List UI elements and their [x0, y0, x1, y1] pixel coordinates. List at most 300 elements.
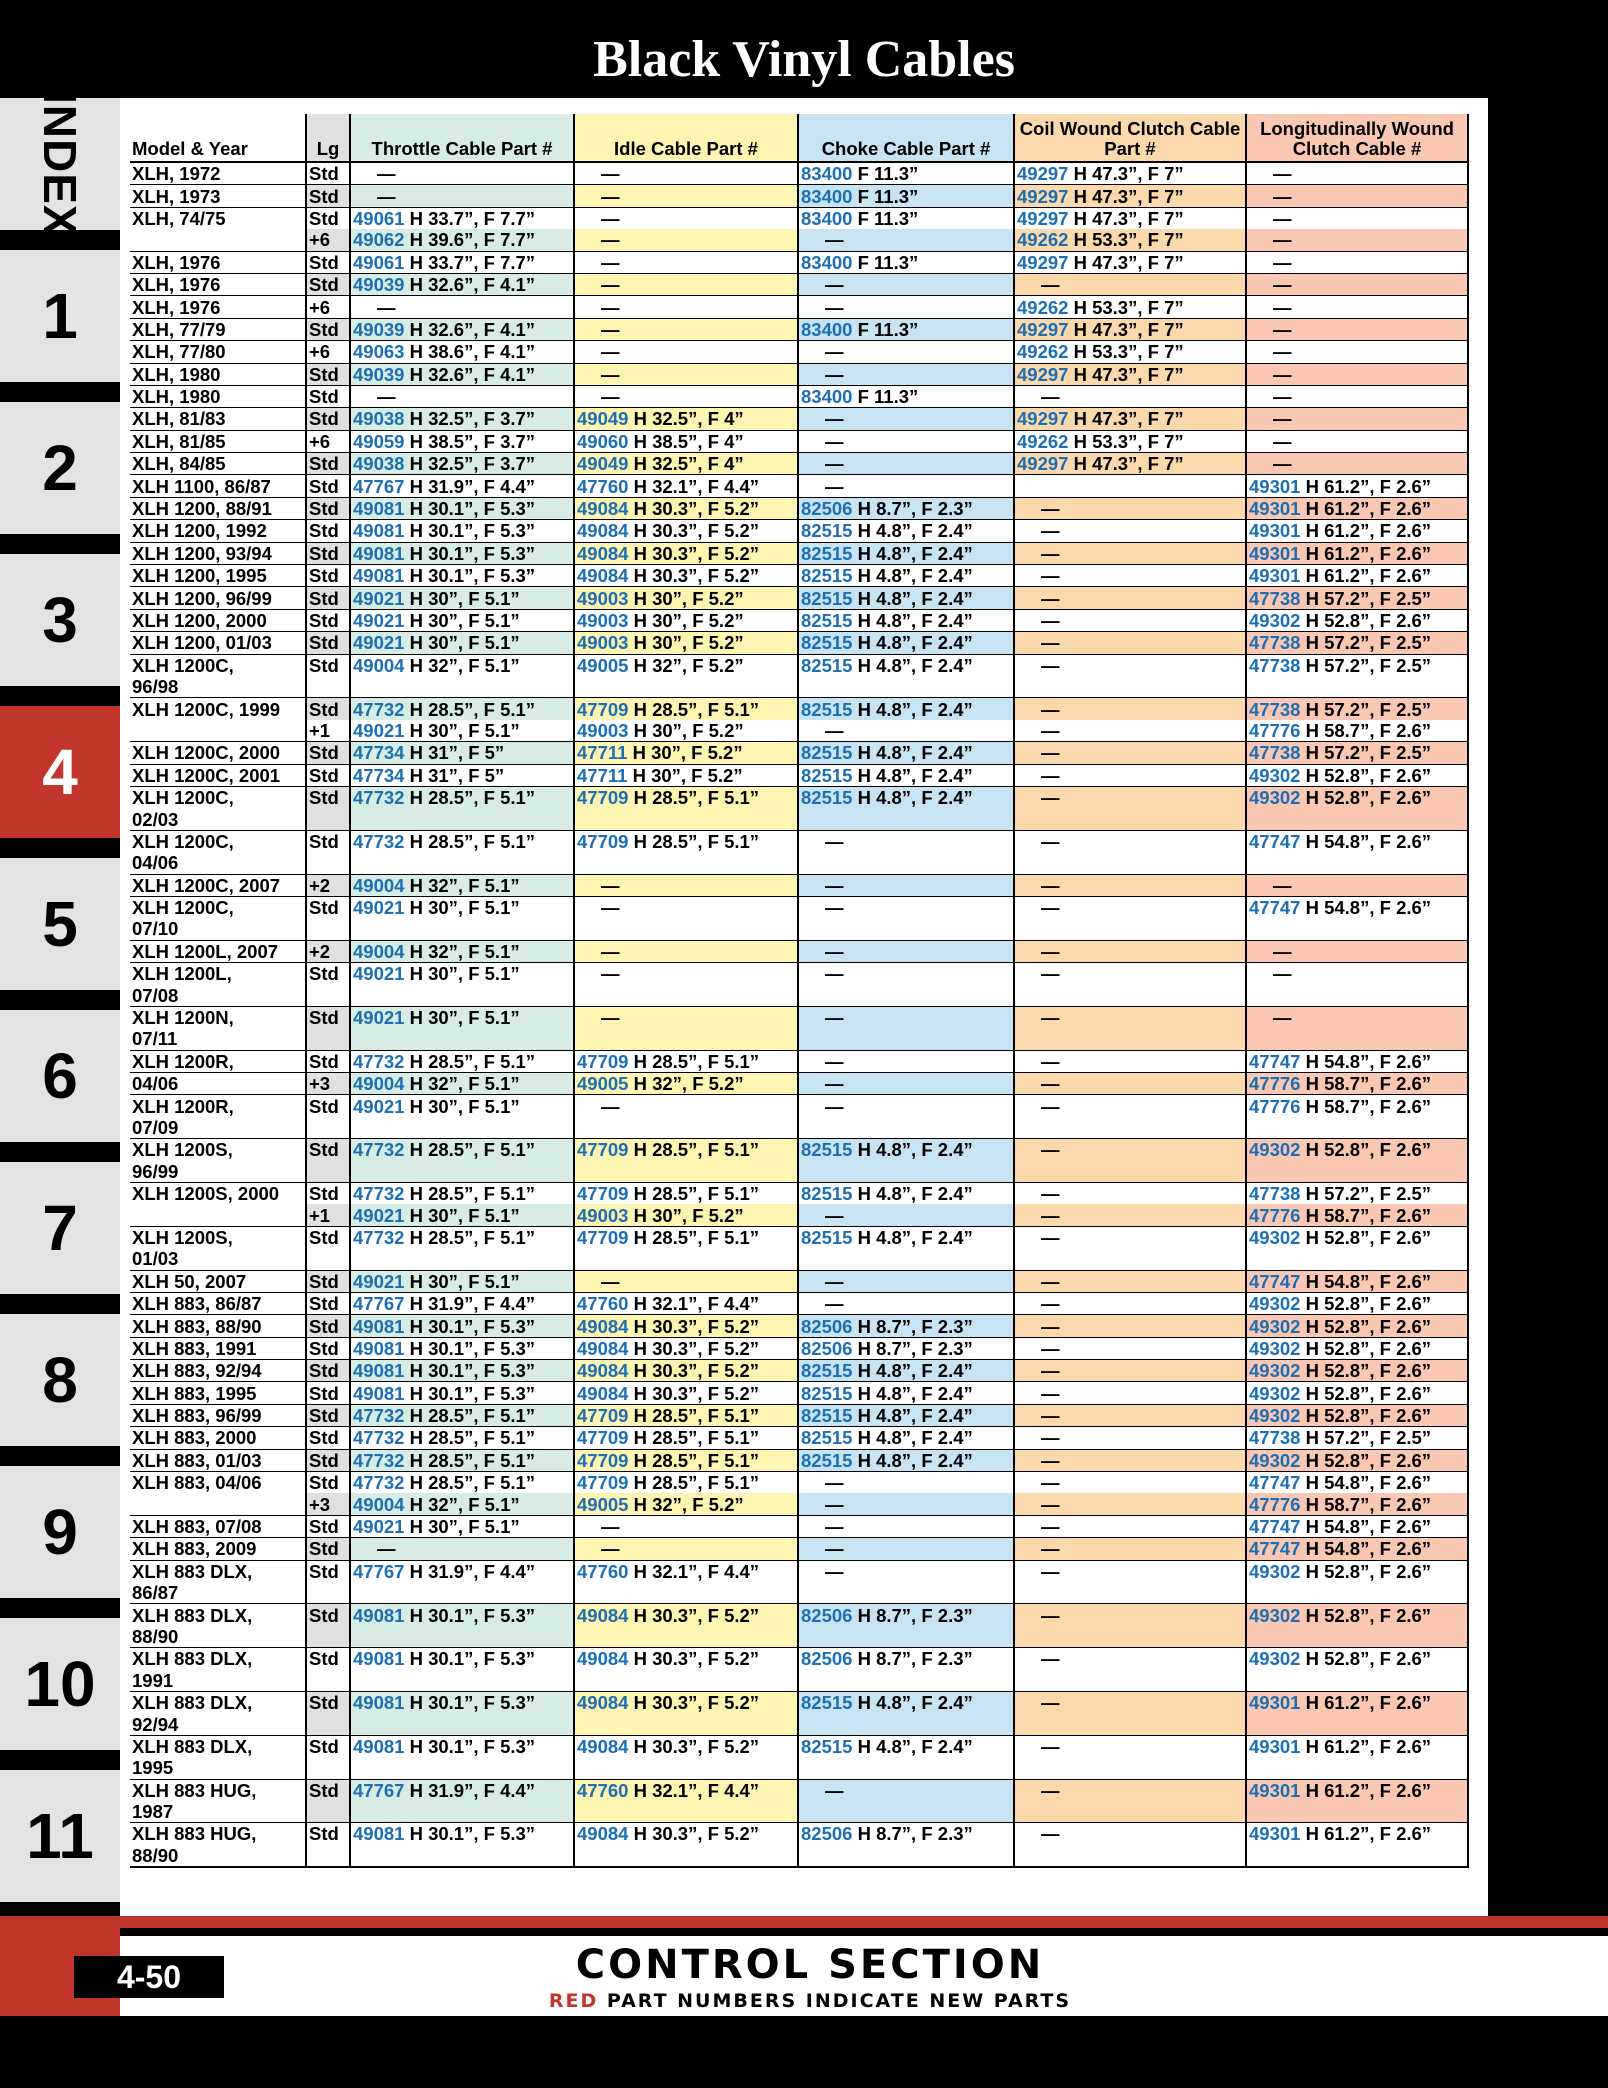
cable-dimensions: H 31”, F 5” — [409, 742, 505, 764]
throttle-cell — [350, 676, 574, 698]
choke-cell — [798, 852, 1014, 874]
choke-cell — [798, 764, 1014, 786]
idle-cell — [574, 786, 798, 808]
idle-cell — [574, 1028, 798, 1050]
cable-dimensions: H 32”, F 5.1” — [409, 1073, 520, 1095]
length-cell: +6 — [306, 229, 350, 251]
not-applicable-dash: — — [1041, 1405, 1060, 1427]
empty-value — [1017, 1161, 1041, 1182]
empty-value — [577, 852, 601, 873]
part-number: 49301 — [1249, 1692, 1301, 1714]
idle-cell — [574, 1204, 798, 1226]
empty-value — [577, 1714, 601, 1735]
empty-value — [1249, 1028, 1273, 1049]
model-year-cell: XLH, 84/85 — [130, 453, 306, 475]
idle-cell — [574, 698, 798, 720]
part-number: 49297 — [1017, 163, 1069, 185]
cable-dimensions: H 30”, F 5.1” — [409, 632, 520, 654]
idle-cell — [574, 1337, 798, 1359]
cable-dimensions: H 30”, F 5.2” — [633, 719, 744, 741]
throttle-cell — [350, 1626, 574, 1648]
choke-cell — [798, 1560, 1014, 1582]
length-cell — [306, 1582, 350, 1604]
part-number: 49062 — [353, 229, 405, 251]
choke-cell — [798, 1713, 1014, 1735]
empty-value — [353, 809, 377, 830]
table-row — [130, 1691, 1468, 1713]
length-cell: Std — [306, 698, 350, 720]
throttle-cell — [350, 852, 574, 874]
table-row — [130, 341, 1468, 363]
coil-clutch-cell — [1014, 720, 1246, 742]
cable-dimensions: H 47.3”, F 7” — [1073, 453, 1184, 475]
length-cell: Std — [306, 318, 350, 340]
part-number: 49302 — [1249, 764, 1301, 786]
empty-value — [1017, 985, 1041, 1006]
table-row — [130, 918, 1468, 940]
long-clutch-cell — [1246, 632, 1468, 654]
section-tab-6[interactable] — [0, 1010, 120, 1142]
throttle-cell — [350, 698, 574, 720]
long-clutch-cell — [1246, 542, 1468, 564]
model-year-cell: XLH 883, 1991 — [130, 1337, 306, 1359]
idle-cell — [574, 1226, 798, 1248]
table-row — [130, 1582, 1468, 1604]
cable-dimensions: H 61.2”, F 2.6” — [1305, 1692, 1432, 1714]
cable-dimensions: H 30.1”, F 5.3” — [409, 542, 536, 564]
part-number: 49262 — [1017, 229, 1069, 251]
coil-clutch-cell — [1014, 318, 1246, 340]
length-cell — [306, 852, 350, 874]
not-applicable-dash: — — [601, 1538, 620, 1560]
coil-clutch-cell — [1014, 1117, 1246, 1139]
cable-dimensions: H 30”, F 5.1” — [409, 897, 520, 919]
empty-value — [577, 985, 601, 1006]
choke-cell — [798, 1360, 1014, 1382]
empty-value — [1017, 1845, 1041, 1866]
not-applicable-dash: — — [1041, 1648, 1060, 1670]
long-clutch-cell — [1246, 207, 1468, 229]
cable-dimensions: H 4.8”, F 2.4” — [857, 1226, 973, 1248]
cable-dimensions: H 30”, F 5.1” — [409, 719, 520, 741]
coil-clutch-cell — [1014, 1226, 1246, 1248]
part-number: 49081 — [353, 565, 405, 587]
cable-dimensions: H 30.3”, F 5.2” — [633, 1735, 760, 1757]
part-number: 47747 — [1249, 830, 1301, 852]
cable-dimensions: H 30.3”, F 5.2” — [633, 498, 760, 520]
table-row — [130, 296, 1468, 318]
cable-dimensions: H 53.3”, F 7” — [1073, 341, 1184, 363]
not-applicable-dash: — — [825, 1516, 844, 1538]
section-title: CONTROL SECTION — [575, 1942, 1045, 1988]
choke-cell — [798, 497, 1014, 519]
cable-dimensions: H 30”, F 5.1” — [409, 1095, 520, 1117]
part-number: 47734 — [353, 764, 405, 786]
header-throttle-cable: Throttle Cable Part # — [350, 114, 574, 162]
cable-dimensions: H 61.2”, F 2.6” — [1305, 1735, 1432, 1757]
coil-clutch-cell — [1014, 1073, 1246, 1095]
not-applicable-dash: — — [1041, 1472, 1060, 1494]
idle-cell — [574, 1315, 798, 1337]
section-tab-label: 9 — [42, 1496, 78, 1568]
section-tab-index[interactable] — [0, 91, 120, 237]
empty-value — [1249, 1670, 1273, 1691]
table-row — [130, 1117, 1468, 1139]
idle-cell — [574, 1648, 798, 1670]
not-applicable-dash: — — [825, 453, 844, 475]
empty-value — [1249, 1801, 1273, 1822]
not-applicable-dash: — — [1273, 430, 1292, 452]
long-clutch-cell — [1246, 786, 1468, 808]
part-number: 82515 — [801, 1735, 853, 1757]
section-tab-label: 2 — [42, 432, 78, 504]
part-number: 82506 — [801, 1337, 853, 1359]
model-year-cell: 96/98 — [132, 676, 179, 698]
coil-clutch-cell — [1014, 1670, 1246, 1692]
empty-value — [1017, 809, 1041, 830]
part-number: 49059 — [353, 430, 405, 452]
empty-value — [577, 1117, 601, 1138]
not-applicable-dash: — — [1273, 185, 1292, 207]
choke-cell — [798, 430, 1014, 452]
part-number: 82515 — [801, 632, 853, 654]
throttle-cell — [350, 1515, 574, 1537]
coil-clutch-cell — [1014, 1382, 1246, 1404]
empty-value — [801, 985, 825, 1006]
idle-cell — [574, 1139, 798, 1161]
empty-value — [1017, 1582, 1041, 1603]
length-cell: Std — [306, 654, 350, 676]
part-number: 82515 — [801, 1427, 853, 1449]
coil-clutch-cell — [1014, 940, 1246, 962]
part-number: 49004 — [353, 1073, 405, 1095]
header-coil-wound-clutch: Coil Wound Clutch Cable Part # — [1014, 114, 1246, 162]
long-clutch-cell — [1246, 1427, 1468, 1449]
model-year-cell: 88/90 — [130, 1845, 306, 1867]
part-number: 49084 — [577, 542, 629, 564]
long-clutch-cell — [1246, 984, 1468, 1006]
part-number: 49003 — [577, 632, 629, 654]
idle-cell — [574, 1449, 798, 1471]
idle-cell — [574, 874, 798, 896]
part-number: 82515 — [801, 742, 853, 764]
part-number: 83400 — [801, 386, 853, 408]
part-number: 49081 — [353, 1604, 405, 1626]
cable-dimensions: H 4.8”, F 2.4” — [857, 542, 973, 564]
section-tab-label: INDEX — [34, 91, 86, 237]
part-number: 49004 — [353, 874, 405, 896]
long-clutch-cell — [1246, 430, 1468, 452]
cable-dimensions: H 52.8”, F 2.6” — [1305, 1360, 1432, 1382]
part-number: 82515 — [801, 698, 853, 720]
part-number: 47732 — [353, 1427, 405, 1449]
long-clutch-cell — [1246, 1823, 1468, 1845]
not-applicable-dash: — — [825, 1270, 844, 1292]
section-tab-4[interactable] — [0, 706, 120, 838]
cable-dimensions: H 52.8”, F 2.6” — [1305, 1405, 1432, 1427]
empty-value — [353, 1670, 377, 1691]
choke-cell — [798, 918, 1014, 940]
part-number: 49005 — [577, 1073, 629, 1095]
part-number: 49049 — [577, 408, 629, 430]
idle-cell — [574, 1360, 798, 1382]
model-year-cell — [130, 1493, 306, 1515]
part-number: 82515 — [801, 787, 853, 809]
empty-value — [1017, 918, 1041, 939]
part-number: 82515 — [801, 1139, 853, 1161]
model-year-cell: XLH 883, 2009 — [130, 1538, 306, 1560]
coil-clutch-cell — [1014, 1427, 1246, 1449]
empty-value — [577, 1626, 601, 1647]
idle-cell — [574, 162, 798, 185]
choke-cell — [798, 1028, 1014, 1050]
section-tab-7[interactable] — [0, 1162, 120, 1294]
not-applicable-dash: — — [825, 363, 844, 385]
empty-value — [1017, 1028, 1041, 1049]
length-cell: Std — [306, 1779, 350, 1801]
idle-cell — [574, 918, 798, 940]
not-applicable-dash: — — [825, 1095, 844, 1117]
cable-dimensions: H 32.5”, F 4” — [633, 453, 744, 475]
choke-cell — [798, 940, 1014, 962]
throttle-cell — [350, 1449, 574, 1471]
part-number: 82515 — [801, 1405, 853, 1427]
part-number: 82506 — [801, 1315, 853, 1337]
length-cell: +3 — [306, 1493, 350, 1515]
part-number: 47709 — [577, 1427, 629, 1449]
not-applicable-dash: — — [825, 1050, 844, 1072]
cable-dimensions: H 57.2”, F 2.5” — [1305, 742, 1432, 764]
cable-dimensions: H 28.5”, F 5.1” — [633, 1139, 760, 1161]
section-tab-10[interactable] — [0, 1618, 120, 1750]
section-tab-2[interactable] — [0, 402, 120, 534]
coil-clutch-cell — [1014, 984, 1246, 1006]
coil-clutch-cell — [1014, 764, 1246, 786]
model-year-cell: 1991 — [132, 1669, 174, 1691]
section-tab-8[interactable] — [0, 1314, 120, 1446]
part-number: 49301 — [1249, 498, 1301, 520]
long-clutch-cell — [1246, 497, 1468, 519]
cable-dimensions: H 30.1”, F 5.3” — [409, 1823, 536, 1845]
long-clutch-cell — [1246, 363, 1468, 385]
part-number: 49302 — [1249, 1360, 1301, 1382]
cable-dimensions: F 11.3” — [857, 318, 919, 340]
choke-cell — [798, 720, 1014, 742]
throttle-cell — [350, 453, 574, 475]
not-applicable-dash: — — [1041, 1315, 1060, 1337]
coil-clutch-cell — [1014, 1626, 1246, 1648]
length-cell: Std — [306, 764, 350, 786]
part-number: 49084 — [577, 1360, 629, 1382]
cable-dimensions: H 30”, F 5.1” — [409, 1204, 520, 1226]
cable-dimensions: H 32.1”, F 4.4” — [633, 475, 760, 497]
not-applicable-dash: — — [1041, 1382, 1060, 1404]
model-year-cell: XLH, 77/79 — [130, 318, 306, 340]
idle-cell — [574, 1073, 798, 1095]
part-number: 83400 — [801, 207, 853, 229]
not-applicable-dash: — — [1041, 1204, 1060, 1226]
throttle-cell — [350, 984, 574, 1006]
throttle-cell — [350, 1204, 574, 1226]
cable-dimensions: H 28.5”, F 5.1” — [633, 698, 760, 720]
cable-dimensions: H 28.5”, F 5.1” — [409, 787, 536, 809]
coil-clutch-cell — [1014, 273, 1246, 295]
part-number: 49004 — [353, 940, 405, 962]
not-applicable-dash: — — [1041, 1560, 1060, 1582]
not-applicable-dash: — — [1041, 1516, 1060, 1538]
cable-dimensions: H 61.2”, F 2.6” — [1305, 520, 1432, 542]
cable-dimensions: H 38.6”, F 4.1” — [409, 341, 536, 363]
part-number: 49297 — [1017, 453, 1069, 475]
model-year-cell: XLH 1200R, — [130, 1050, 306, 1072]
cable-dimensions: H 32”, F 5.2” — [633, 1073, 744, 1095]
idle-cell — [574, 1604, 798, 1626]
long-clutch-cell — [1246, 453, 1468, 475]
cable-dimensions: H 61.2”, F 2.6” — [1305, 565, 1432, 587]
idle-cell — [574, 654, 798, 676]
throttle-cell — [350, 742, 574, 764]
cable-dimensions: H 39.6”, F 7.7” — [409, 229, 536, 251]
cable-dimensions: H 54.8”, F 2.6” — [1305, 1516, 1432, 1538]
coil-clutch-cell — [1014, 1161, 1246, 1183]
empty-value — [353, 1845, 377, 1866]
cable-dimensions: H 30.1”, F 5.3” — [409, 1360, 536, 1382]
not-applicable-dash: — — [825, 1493, 844, 1515]
throttle-cell — [350, 296, 574, 318]
table-row — [130, 1006, 1468, 1028]
not-applicable-dash: — — [1041, 1427, 1060, 1449]
cable-dimensions: H 28.5”, F 5.1” — [633, 1449, 760, 1471]
not-applicable-dash: — — [825, 408, 844, 430]
section-tab-5[interactable] — [0, 858, 120, 990]
not-applicable-dash: — — [825, 274, 844, 296]
cable-dimensions: H 28.5”, F 5.1” — [409, 1449, 536, 1471]
cable-dimensions: H 32”, F 5.2” — [633, 1493, 744, 1515]
throttle-cell — [350, 1845, 574, 1867]
length-cell: Std — [306, 830, 350, 852]
part-number: 49297 — [1017, 408, 1069, 430]
choke-cell — [798, 1472, 1014, 1494]
cable-dimensions: H 31”, F 5” — [409, 764, 505, 786]
part-number: 83400 — [801, 251, 853, 273]
part-number: 49302 — [1249, 1337, 1301, 1359]
model-year-cell: XLH 1200, 96/99 — [130, 587, 306, 609]
long-clutch-cell — [1246, 654, 1468, 676]
choke-cell — [798, 1449, 1014, 1471]
section-tab-label: 6 — [42, 1040, 78, 1112]
coil-clutch-cell — [1014, 1028, 1246, 1050]
part-number: 47738 — [1249, 654, 1301, 676]
length-cell: Std — [306, 896, 350, 918]
choke-cell — [798, 296, 1014, 318]
choke-cell — [798, 207, 1014, 229]
cable-dimensions: H 47.3”, F 7” — [1073, 363, 1184, 385]
length-cell: Std — [306, 542, 350, 564]
idle-cell — [574, 1845, 798, 1867]
part-number: 49081 — [353, 1360, 405, 1382]
coil-clutch-cell — [1014, 1182, 1246, 1204]
long-clutch-cell — [1246, 1382, 1468, 1404]
not-applicable-dash: — — [1273, 207, 1292, 229]
table-row — [130, 830, 1468, 852]
throttle-cell — [350, 808, 574, 830]
part-number: 49302 — [1249, 1293, 1301, 1315]
part-number: 47732 — [353, 1139, 405, 1161]
model-year-cell: XLH 1200L, — [130, 963, 306, 985]
throttle-cell — [350, 341, 574, 363]
part-number: 49039 — [353, 274, 405, 296]
part-number: 82515 — [801, 1449, 853, 1471]
cable-dimensions: H 28.5”, F 5.1” — [409, 1226, 536, 1248]
table-row — [130, 1823, 1468, 1845]
page-number: 4-50 — [74, 1956, 224, 1998]
table-row — [130, 764, 1468, 786]
model-year-cell: XLH 883, 88/90 — [130, 1315, 306, 1337]
part-number: 47767 — [353, 1560, 405, 1582]
idle-cell — [574, 587, 798, 609]
part-number: 47709 — [577, 787, 629, 809]
section-tab-9[interactable] — [0, 1466, 120, 1598]
model-year-cell: XLH 1200N, — [130, 1006, 306, 1028]
coil-clutch-cell — [1014, 632, 1246, 654]
throttle-cell — [350, 963, 574, 985]
model-year-cell: XLH, 77/80 — [130, 341, 306, 363]
long-clutch-cell — [1246, 918, 1468, 940]
cable-dimensions: H 28.5”, F 5.1” — [409, 830, 536, 852]
not-applicable-dash: — — [825, 1204, 844, 1226]
cable-dimensions: H 30.1”, F 5.3” — [409, 565, 536, 587]
choke-cell — [798, 1182, 1014, 1204]
cable-dimensions: H 4.8”, F 2.4” — [857, 1139, 973, 1161]
length-cell: Std — [306, 251, 350, 273]
table-row — [130, 1560, 1468, 1582]
part-number: 49081 — [353, 520, 405, 542]
part-number: 47738 — [1249, 1427, 1301, 1449]
choke-cell — [798, 385, 1014, 407]
idle-cell — [574, 1292, 798, 1314]
length-cell: Std — [306, 1270, 350, 1292]
long-clutch-cell — [1246, 1404, 1468, 1426]
not-applicable-dash: — — [1041, 1337, 1060, 1359]
length-cell: Std — [306, 1648, 350, 1670]
part-number: 49084 — [577, 1648, 629, 1670]
length-cell — [306, 1801, 350, 1823]
section-tab-3[interactable] — [0, 554, 120, 686]
model-year-cell: XLH 1200, 93/94 — [130, 542, 306, 564]
cable-dimensions: H 30.1”, F 5.3” — [409, 1604, 536, 1626]
empty-value — [1017, 1670, 1041, 1691]
part-number: 47747 — [1249, 1516, 1301, 1538]
choke-cell — [798, 1691, 1014, 1713]
not-applicable-dash: — — [1041, 565, 1060, 587]
choke-cell — [798, 229, 1014, 251]
not-applicable-dash: — — [1041, 742, 1060, 764]
length-cell — [306, 918, 350, 940]
cable-dimensions: H 52.8”, F 2.6” — [1305, 1315, 1432, 1337]
throttle-cell — [350, 1670, 574, 1692]
section-tab-1[interactable] — [0, 250, 120, 382]
throttle-cell — [350, 1161, 574, 1183]
not-applicable-dash: — — [1041, 1604, 1060, 1626]
model-year-cell: XLH 883, 1995 — [130, 1382, 306, 1404]
cable-dimensions: H 30”, F 5.2” — [633, 610, 744, 631]
section-tab-11[interactable] — [0, 1770, 120, 1902]
not-applicable-dash: — — [1273, 940, 1292, 962]
throttle-cell — [350, 1006, 574, 1028]
not-applicable-dash: — — [1273, 229, 1292, 251]
throttle-cell — [350, 764, 574, 786]
long-clutch-cell — [1246, 1095, 1468, 1117]
